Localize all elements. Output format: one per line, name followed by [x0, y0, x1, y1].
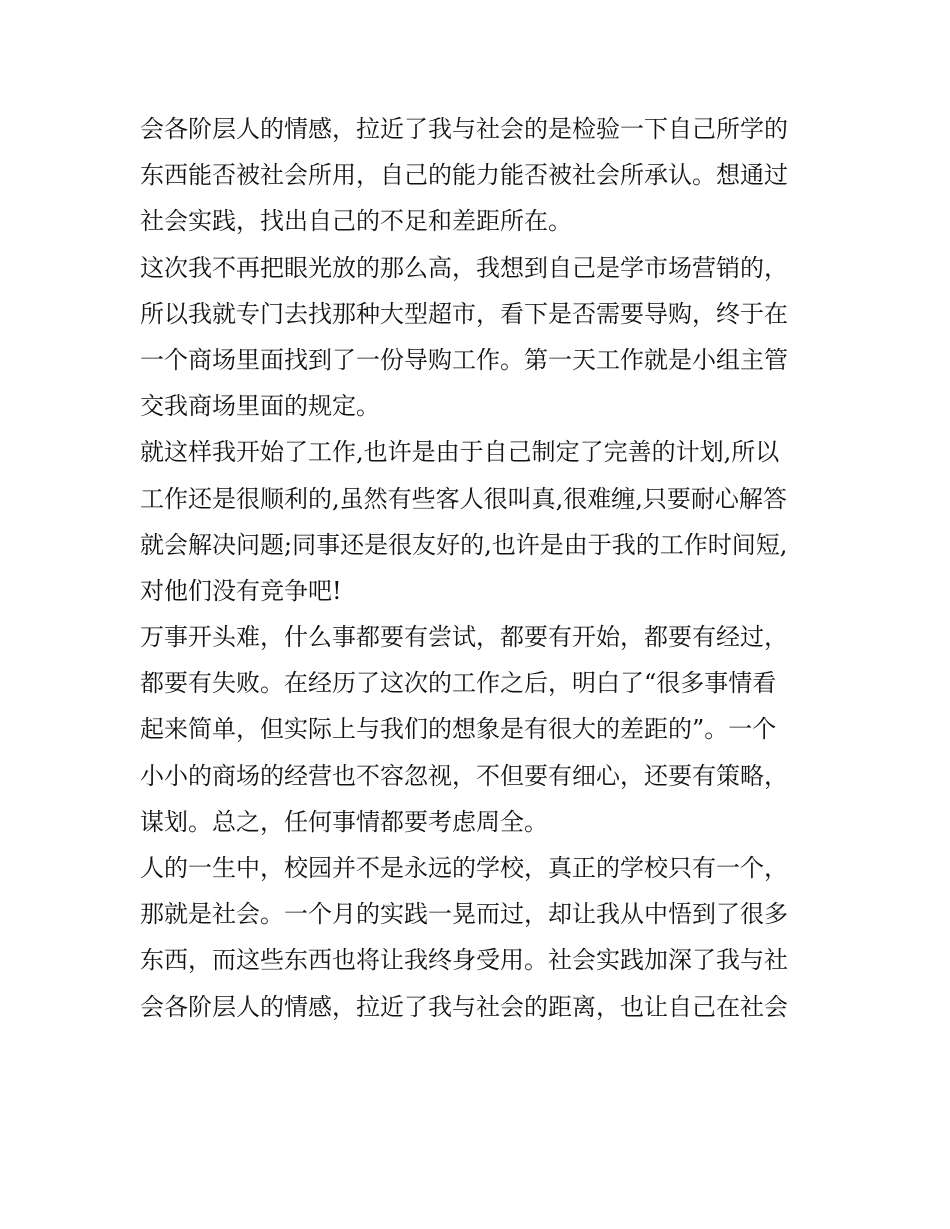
text-line: 谋划。总之，任何事情都要考虑周全。: [140, 807, 548, 836]
text-line: 就这样我开始了工作,也许是由于自己制定了完善的计划,所以: [140, 438, 780, 467]
text-line: 起来简单，但实际上与我们的想象是有很大的差距的”。一个: [140, 715, 777, 744]
text-line: 交我商场里面的规定。: [140, 392, 380, 421]
text-line: 万事开头难，什么事都要有尝试，都要有开始，都要有经过，: [140, 623, 788, 652]
text-line: 工作还是很顺利的,虽然有些客人很叫真,很难缠,只要耐心解答: [140, 484, 787, 513]
text-line: 那就是社会。一个月的实践一晃而过，却让我从中悟到了很多: [140, 900, 788, 929]
text-line: 小小的商场的经营也不容忽视，不但要有细心，还要有策略，: [140, 761, 788, 790]
text-line: 会各阶层人的情感，拉近了我与社会的距离，也让自己在社会: [140, 992, 788, 1021]
text-line: 东西，而这些东西也将让我终身受用。社会实践加深了我与社: [140, 946, 788, 975]
text-line: 就会解决问题;同事还是很友好的,也许是由于我的工作时间短,: [140, 530, 788, 559]
text-line: 东西能否被社会所用，自己的能力能否被社会所承认。想通过: [140, 161, 788, 190]
text-line: 人的一生中，校园并不是永远的学校，真正的学校只有一个，: [140, 854, 788, 882]
text-line: 所以我就专门去找那种大型超市，看下是否需要导购，终于在: [140, 299, 788, 328]
text-line: 社会实践，找出自己的不足和差距所在。: [140, 207, 572, 236]
text-line: 都要有失败。在经历了这次的工作之后，明白了“很多事情看: [140, 669, 777, 698]
text-line: 对他们没有竞争吧!: [140, 576, 342, 605]
body-text: [140, 106, 820, 1030]
text-line: 这次我不再把眼光放的那么高，我想到自己是学市场营销的，: [140, 253, 788, 282]
text-line: 会各阶层人的情感，拉近了我与社会的是检验一下自己所学的: [140, 115, 788, 143]
text-line: 一个商场里面找到了一份导购工作。第一天工作就是小组主管: [140, 345, 788, 374]
